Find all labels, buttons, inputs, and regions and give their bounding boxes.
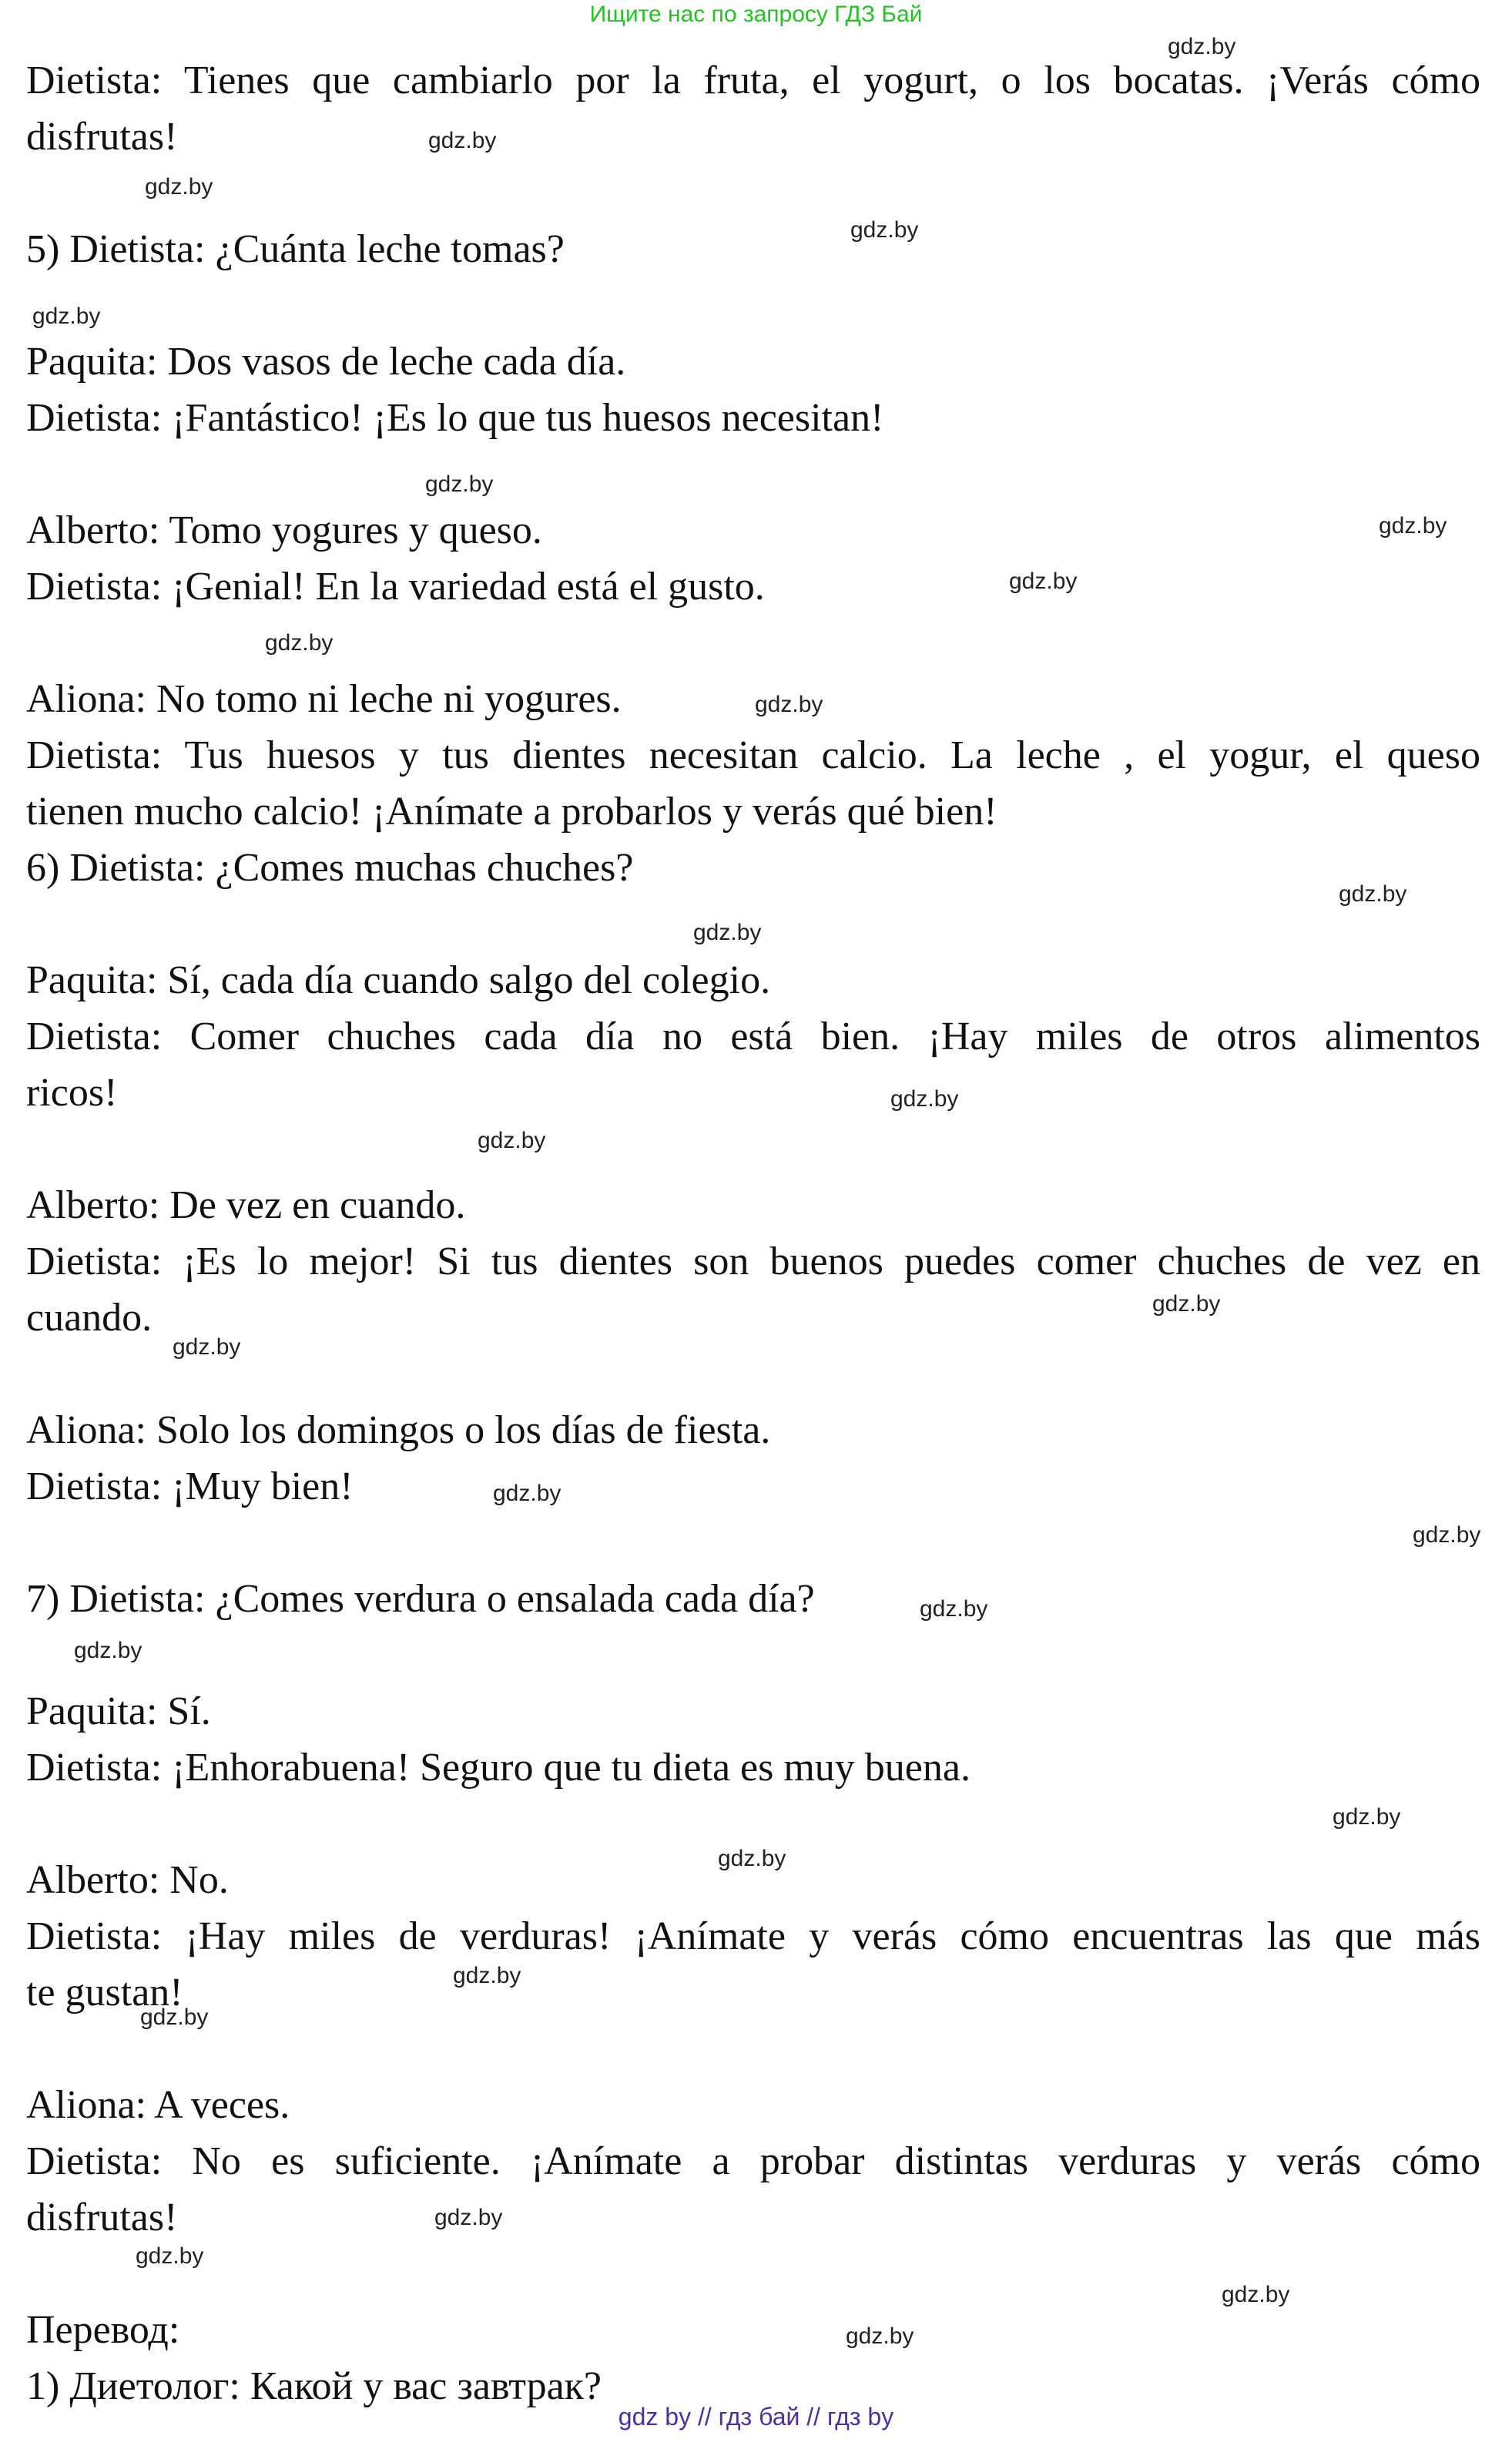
watermark: gdz.by xyxy=(428,128,497,153)
watermark: gdz.by xyxy=(434,2205,503,2230)
text-line: Dietista: ¡Enhorabuena! Seguro que tu dieta es muy buena. xyxy=(26,1746,971,1790)
watermark: gdz.by xyxy=(74,1638,142,1663)
watermark: gdz.by xyxy=(32,304,101,329)
text-line: Dietista: ¡Hay miles de verduras! ¡Anímate y verás cómo encuentras las que más xyxy=(26,1914,1480,1958)
watermark: gdz.by xyxy=(1379,513,1447,538)
text-line: Paquita: Dos vasos de leche cada día. xyxy=(26,340,626,384)
text-line: Dietista: ¡Muy bien! xyxy=(26,1464,354,1508)
text-line: Перевод: xyxy=(26,2308,180,2352)
text-line: Alberto: No. xyxy=(26,1858,229,1902)
watermark: gdz.by xyxy=(265,630,334,656)
text-line: ricos! xyxy=(26,1071,118,1115)
text-line: Paquita: Sí. xyxy=(26,1689,211,1733)
text-line: 6) Dietista: ¿Comes muchas chuches? xyxy=(26,846,634,890)
text-line: disfrutas! xyxy=(26,115,178,159)
watermark: gdz.by xyxy=(1152,1291,1221,1317)
text-line: Dietista: Tus huesos y tus dientes necesitan calcio. La leche , el yogur, el queso xyxy=(26,733,1480,777)
text-line: Alberto: Tomo yogures y queso. xyxy=(26,508,542,552)
text-line: Dietista: No es suficiente. ¡Anímate a probar distintas verduras y verás cómo xyxy=(26,2139,1480,2183)
watermark: gdz.by xyxy=(140,2005,209,2030)
footer-links[interactable]: gdz by // гдз бай // гдз by xyxy=(618,2403,894,2431)
watermark: gdz.by xyxy=(850,217,919,243)
watermark: gdz.by xyxy=(1339,881,1407,907)
text-line: 7) Dietista: ¿Comes verdura o ensalada cada día? xyxy=(26,1577,815,1621)
text-line: Paquita: Sí, cada día cuando salgo del colegio. xyxy=(26,958,771,1002)
watermark: gdz.by xyxy=(493,1481,562,1506)
watermark: gdz.by xyxy=(890,1086,959,1112)
text-line: 1) Диетолог: Какой у вас завтрак? xyxy=(26,2364,602,2408)
watermark: gdz.by xyxy=(453,1963,521,1988)
watermark: gdz.by xyxy=(136,2243,204,2269)
top-banner[interactable]: Ищите нас по запросу ГДЗ Бай xyxy=(589,2,923,27)
dialogue-text xyxy=(26,52,1480,2414)
text-line: disfrutas! xyxy=(26,2196,178,2239)
text-line: te gustan! xyxy=(26,1971,183,2015)
text-line: Dietista: Comer chuches cada día no está bien. ¡Hay miles de otros alimentos xyxy=(26,1015,1480,1058)
text-line: Dietista: ¡Genial! En la variedad está el gusto. xyxy=(26,565,765,609)
text-line: Aliona: No tomo ni leche ni yogures. xyxy=(26,677,622,721)
text-line: Aliona: Solo los domingos o los días de fiesta. xyxy=(26,1408,771,1452)
text-line: Dietista: ¡Fantástico! ¡Es lo que tus huesos necesitan! xyxy=(26,396,884,440)
text-line: cuando. xyxy=(26,1296,153,1340)
watermark: gdz.by xyxy=(1168,34,1236,59)
watermark: gdz.by xyxy=(145,174,213,200)
watermark: gdz.by xyxy=(693,920,762,945)
watermark: gdz.by xyxy=(920,1596,988,1622)
text-line: Alberto: De vez en cuando. xyxy=(26,1183,466,1227)
text-line: 5) Dietista: ¿Cuánta leche tomas? xyxy=(26,227,565,271)
watermark: gdz.by xyxy=(173,1334,241,1360)
text-line: Aliona: A veces. xyxy=(26,2083,290,2127)
watermark: gdz.by xyxy=(846,2323,914,2349)
text-line: tienen mucho calcio! ¡Anímate a probarlos y verás qué bien! xyxy=(26,790,997,834)
watermark: gdz.by xyxy=(718,1846,786,1871)
watermark: gdz.by xyxy=(1222,2282,1290,2307)
text-line: Dietista: ¡Es lo mejor! Si tus dientes son buenos puedes comer chuches de vez en xyxy=(26,1240,1480,1283)
watermark: gdz.by xyxy=(478,1128,546,1153)
watermark: gdz.by xyxy=(425,471,494,497)
watermark: gdz.by xyxy=(1413,1522,1481,1548)
watermark: gdz.by xyxy=(1333,1804,1401,1830)
text-line: Dietista: Tienes que cambiarlo por la fruta, el yogurt, o los bocatas. ¡Verás cómo xyxy=(26,59,1480,102)
watermark: gdz.by xyxy=(1009,569,1078,594)
watermark: gdz.by xyxy=(755,692,823,717)
